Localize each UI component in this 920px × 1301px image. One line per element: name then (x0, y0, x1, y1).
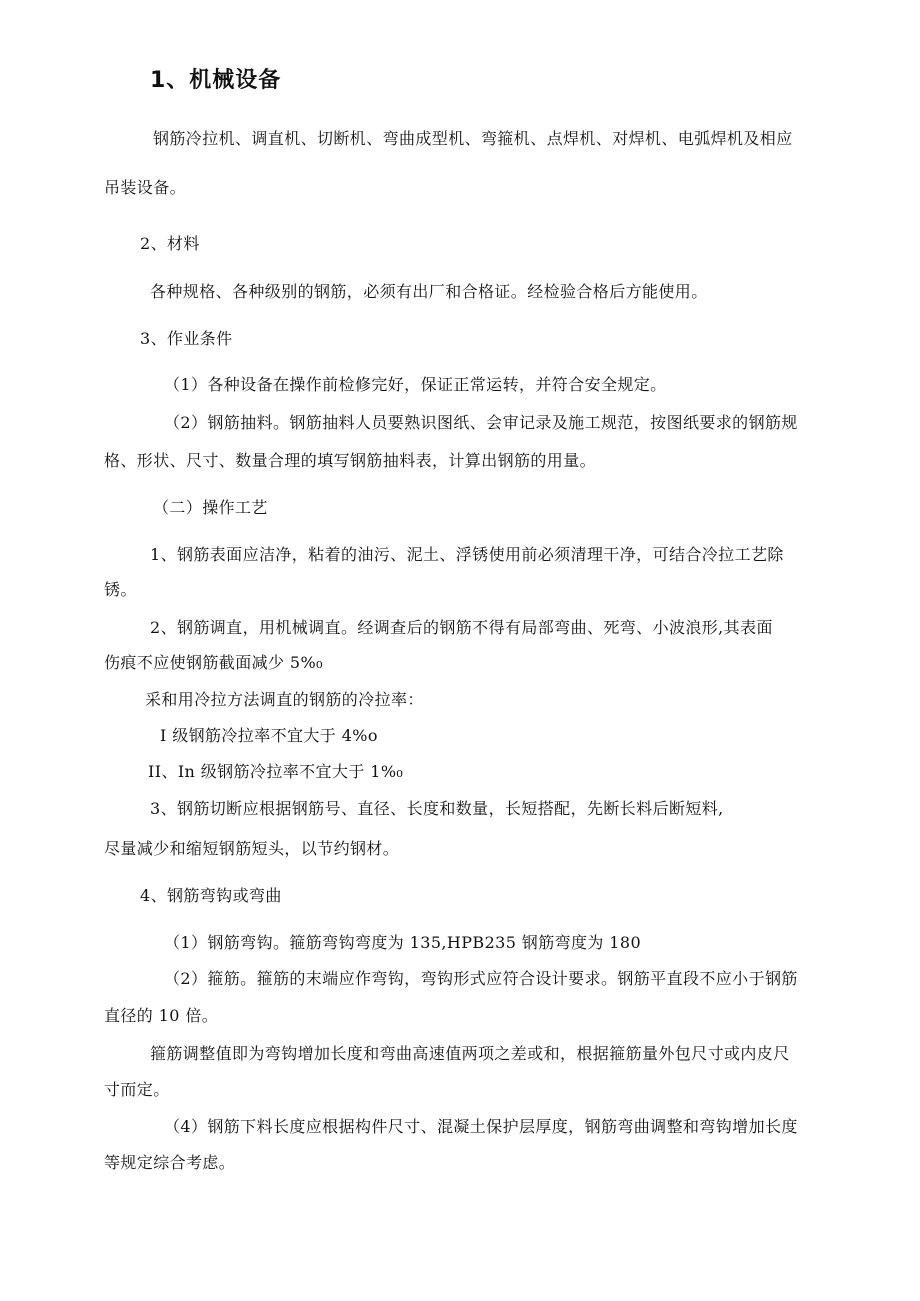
paragraph-line: 采和用冷拉方法调直的钢筋的冷拉率： (145, 690, 424, 709)
paragraph-line: 直径的 10 倍。 (104, 1006, 219, 1025)
paragraph-line: 各种规格、各种级别的钢筋，必须有出厂和合格证。经检验合格后方能使用。 (150, 282, 708, 301)
paragraph-line: 格、形状、尺寸、数量合理的填写钢筋抽料表，计算出钢筋的用量。 (104, 451, 597, 470)
paragraph-line: 锈。 (104, 580, 137, 599)
paragraph-line: 寸而定。 (104, 1080, 170, 1099)
paragraph-line: （2）钢筋抽料。钢筋抽料人员要熟识图纸、会审记录及施工规范，按图纸要求的钢筋规 (164, 413, 798, 432)
paragraph-line: 1、钢筋表面应洁净，粘着的油污、泥土、浮锈使用前必须清理干净，可结合冷拉工艺除 (150, 545, 784, 564)
section-heading: 1、机械设备 (150, 68, 282, 93)
paragraph-line: I 级钢筋冷拉率不宜大于 4%o (160, 726, 378, 745)
paragraph-line: 尽量减少和缩短钢筋短头，以节约钢材。 (104, 839, 400, 858)
paragraph-line: （4）钢筋下料长度应根据构件尺寸、混凝土保护层厚度，钢筋弯曲调整和弯钩增加长度 (164, 1117, 798, 1136)
paragraph-line: 吊装设备。 (104, 178, 187, 197)
paragraph-line: 伤痕不应使钢筋截面减少 5%₀ (104, 653, 323, 672)
paragraph-line: 钢筋冷拉机、调直机、切断机、弯曲成型机、弯箍机、点焊机、对焊机、电弧焊机及相应 (153, 129, 793, 148)
paragraph-line: 3、钢筋切断应根据钢筋号、直径、长度和数量，长短搭配，先断长料后断短料, (150, 799, 724, 818)
paragraph-line: 等规定综合考虑。 (104, 1153, 236, 1172)
paragraph-line: （二）操作工艺 (153, 498, 268, 517)
paragraph-line: II、In 级钢筋冷拉率不宜大于 1%₀ (148, 762, 404, 781)
paragraph-line: 2、钢筋调直，用机械调直。经调查后的钢筋不得有局部弯曲、死弯、小波浪形,其表面 (150, 618, 773, 637)
paragraph-line: 3、作业条件 (140, 329, 233, 348)
paragraph-line: （1）钢筋弯钩。箍筋弯钩弯度为 135,HPB235 钢筋弯度为 180 (164, 933, 642, 952)
paragraph-line: 4、钢筋弯钩或弯曲 (140, 886, 282, 905)
paragraph-line: （2）箍筋。箍筋的末端应作弯钩，弯钩形式应符合设计要求。钢筋平直段不应小于钢筋 (164, 969, 798, 988)
paragraph-line: （1）各种设备在操作前检修完好，保证正常运转，并符合安全规定。 (164, 375, 667, 394)
paragraph-line: 箍筋调整值即为弯钩增加长度和弯曲高速值两项之差或和，根据箍筋量外包尺寸或内皮尺 (150, 1044, 790, 1063)
paragraph-line: 2、材料 (140, 234, 200, 253)
